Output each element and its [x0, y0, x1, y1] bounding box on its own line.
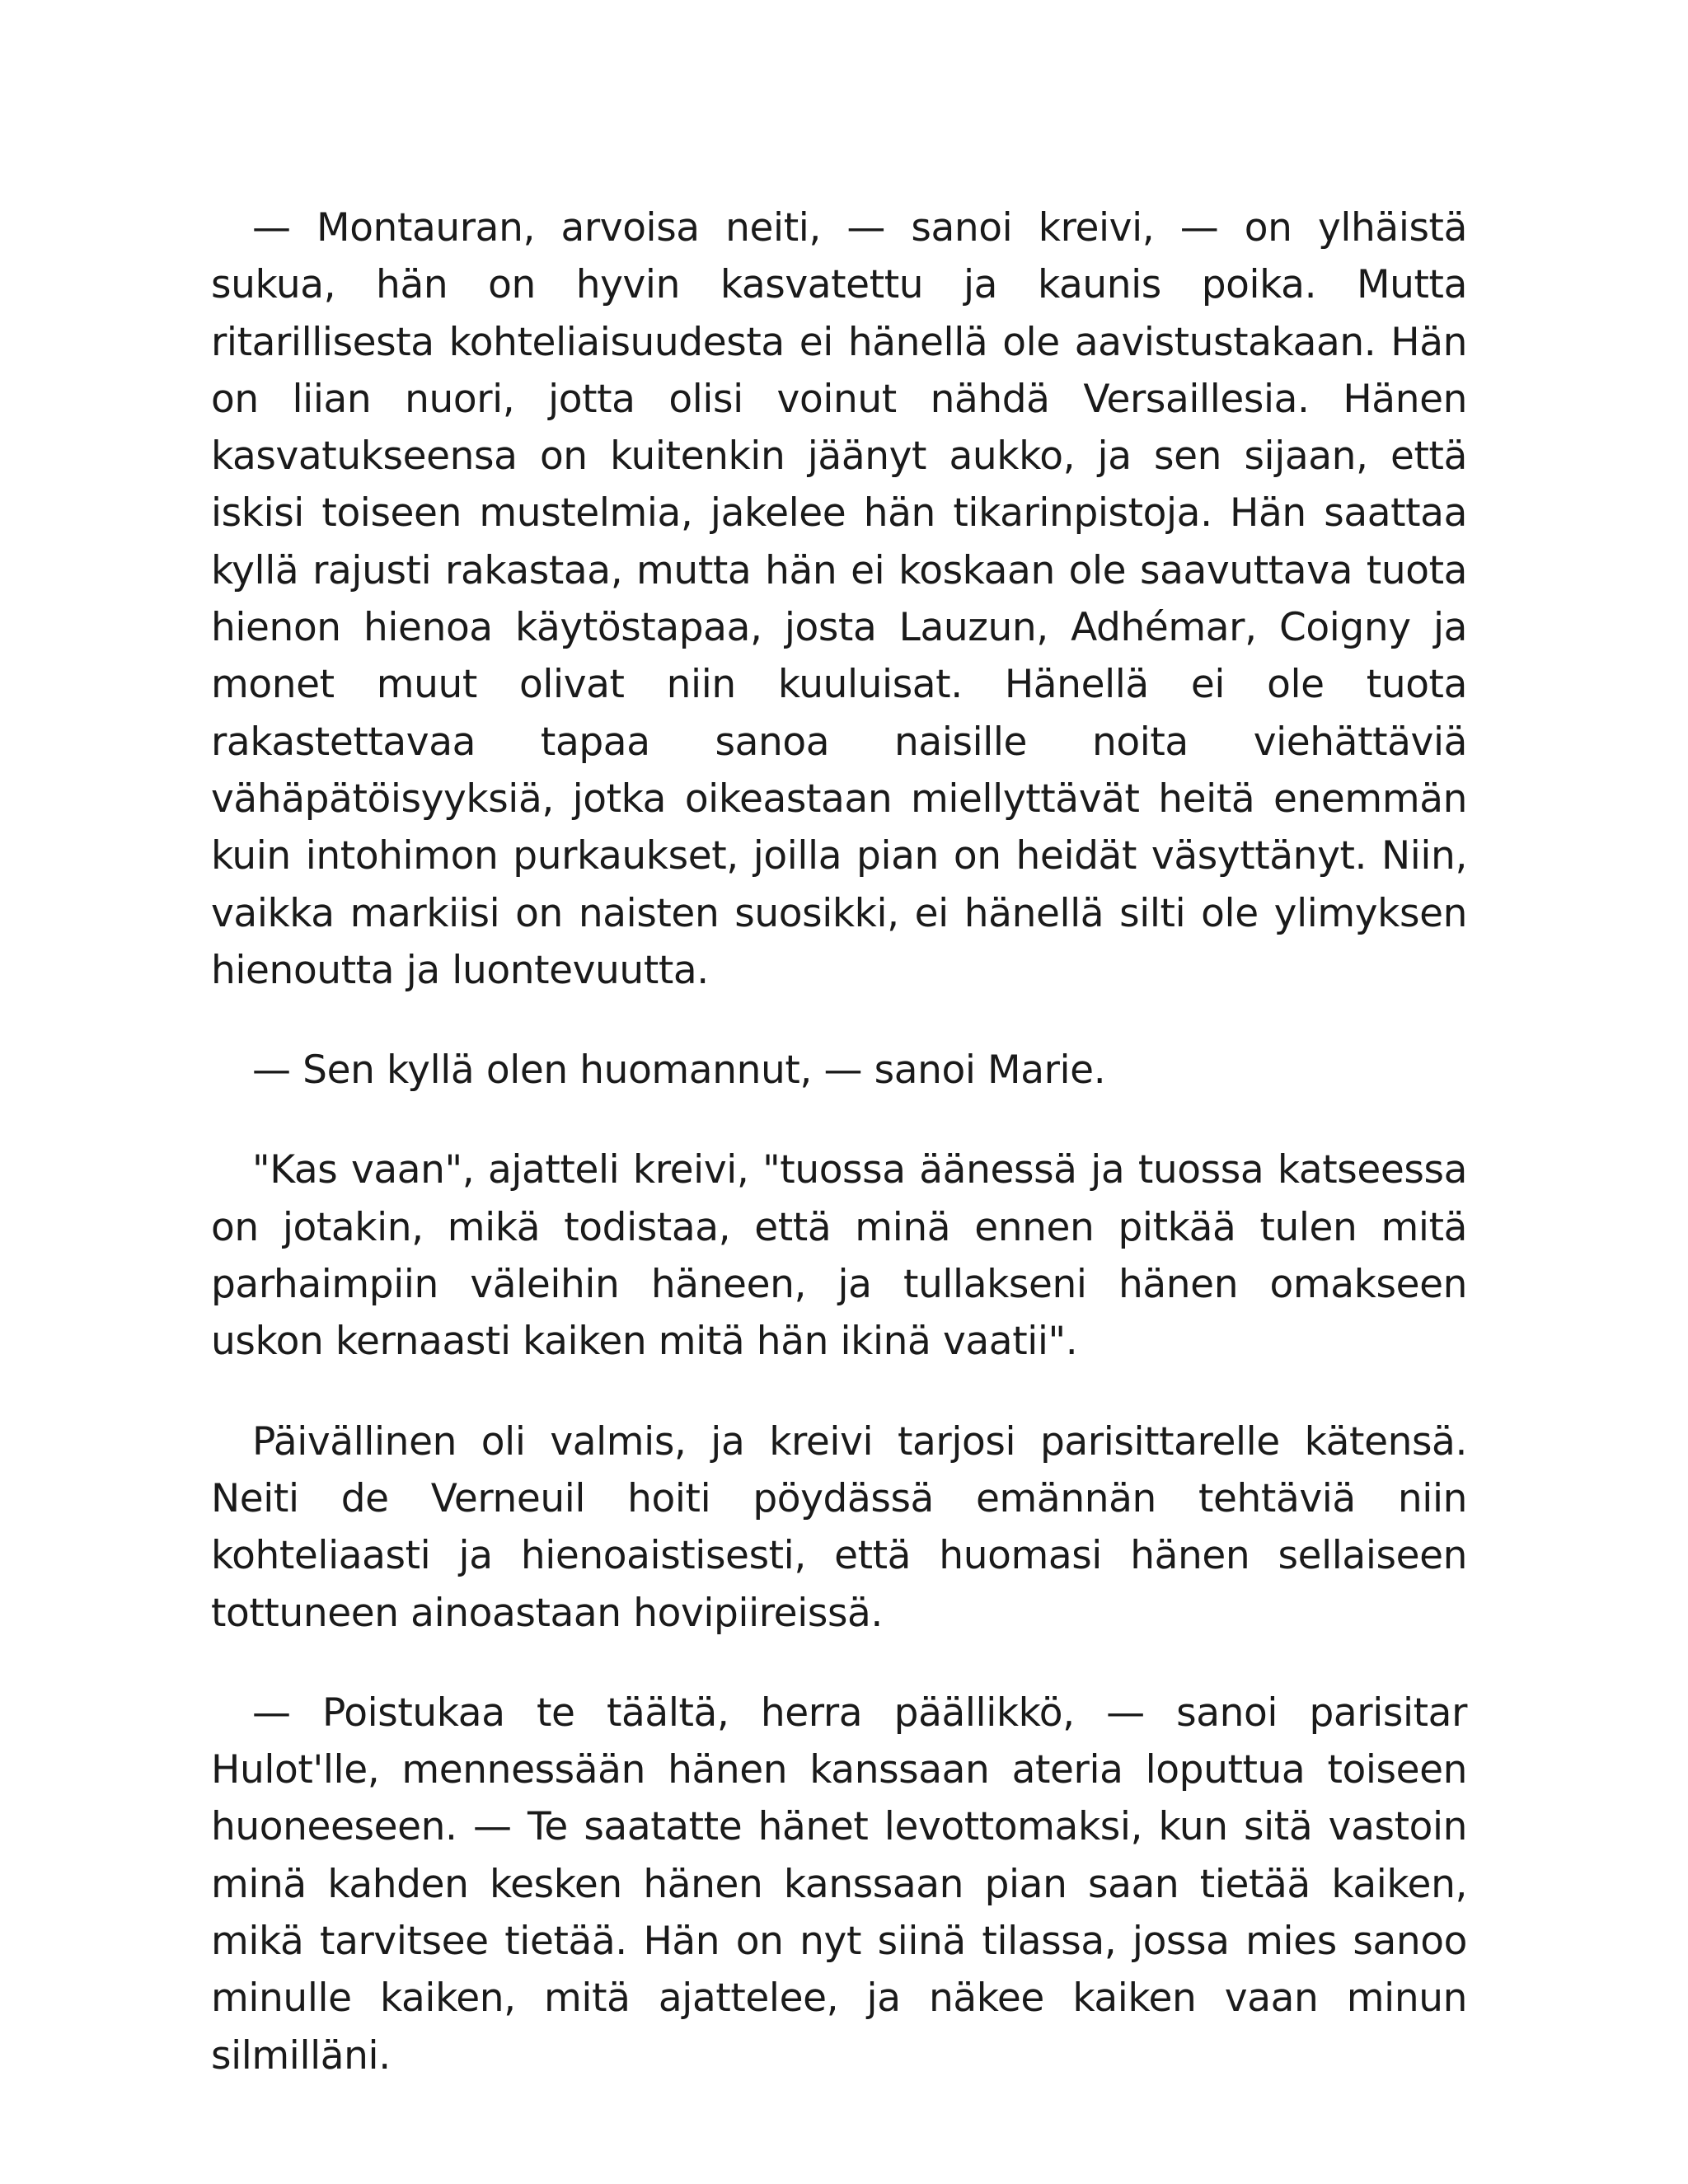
text-column	[211, 199, 1467, 2084]
paragraph-5: — Poistukaa te täältä, herra päällikkö, — sanoi parisitar Hulot'lle, mennessään hänen kanssaan ateria loputtua toiseen huoneeseen. — Te saatatte hänet levottomaksi, kun sitä vastoin minä kahden kesken hänen kanssaan pian saan tietää kaiken, mikä tarvitsee tietää. Hän on nyt siinä tilassa, jossa mies sanoo minulle kaiken, mitä ajattelee, ja näkee kaiken vaan minun silmilläni.	[211, 1690, 1467, 2079]
paragraph-3: "Kas vaan", ajatteli kreivi, "tuossa äänessä ja tuossa katseessa on jotakin, mikä todistaa, että minä ennen pitkää tulen mitä parhaimpiin väleihin häneen, ja tullakseni hänen omakseen uskon kernaasti kaiken mitä hän ikinä vaatii".	[211, 1147, 1467, 1365]
paragraph-4: Päivällinen oli valmis, ja kreivi tarjosi parisittarelle kätensä. Neiti de Verneuil hoiti pöydässä emännän tehtäviä niin kohteliaasti ja hienoaistisesti, että huomasi hänen sellaiseen tottuneen ainoastaan hovipiireissä.	[211, 1418, 1467, 1636]
paragraph-2: — Sen kyllä olen huomannut, — sanoi Marie.	[252, 1047, 1106, 1094]
paragraph-1: — Montauran, arvoisa neiti, — sanoi kreivi, — on ylhäistä sukua, hän on hyvin kasvatettu ja kaunis poika. Mutta ritarillisesta kohteliaisuudesta ei hänellä ole aavistustakaan. Hän on liian nuori, jotta olisi voinut nähdä Versaillesia. Hänen kasvatukseensa on kuitenkin jäänyt aukko, ja sen sijaan, että iskisi toiseen mustelmia, jakelee hän tikarinpistoja. Hän saattaa kyllä rajusti rakastaa, mutta hän ei koskaan ole saavuttava tuota hienon hienoa käytöstapaa, josta Lauzun, Adhémar, Coigny ja monet muut olivat niin kuuluisat. Hänellä ei ole tuota rakastettavaa tapaa sanoa naisille noita viehättäviä vähäpätöisyyksiä, jotka oikeastaan miellyttävät heitä enemmän kuin intohimon purkaukset, joilla pian on heidät väsyttänyt. Niin, vaikka markiisi on naisten suosikki, ei hänellä silti ole ylimyksen hienoutta ja luontevuutta.	[211, 205, 1467, 993]
